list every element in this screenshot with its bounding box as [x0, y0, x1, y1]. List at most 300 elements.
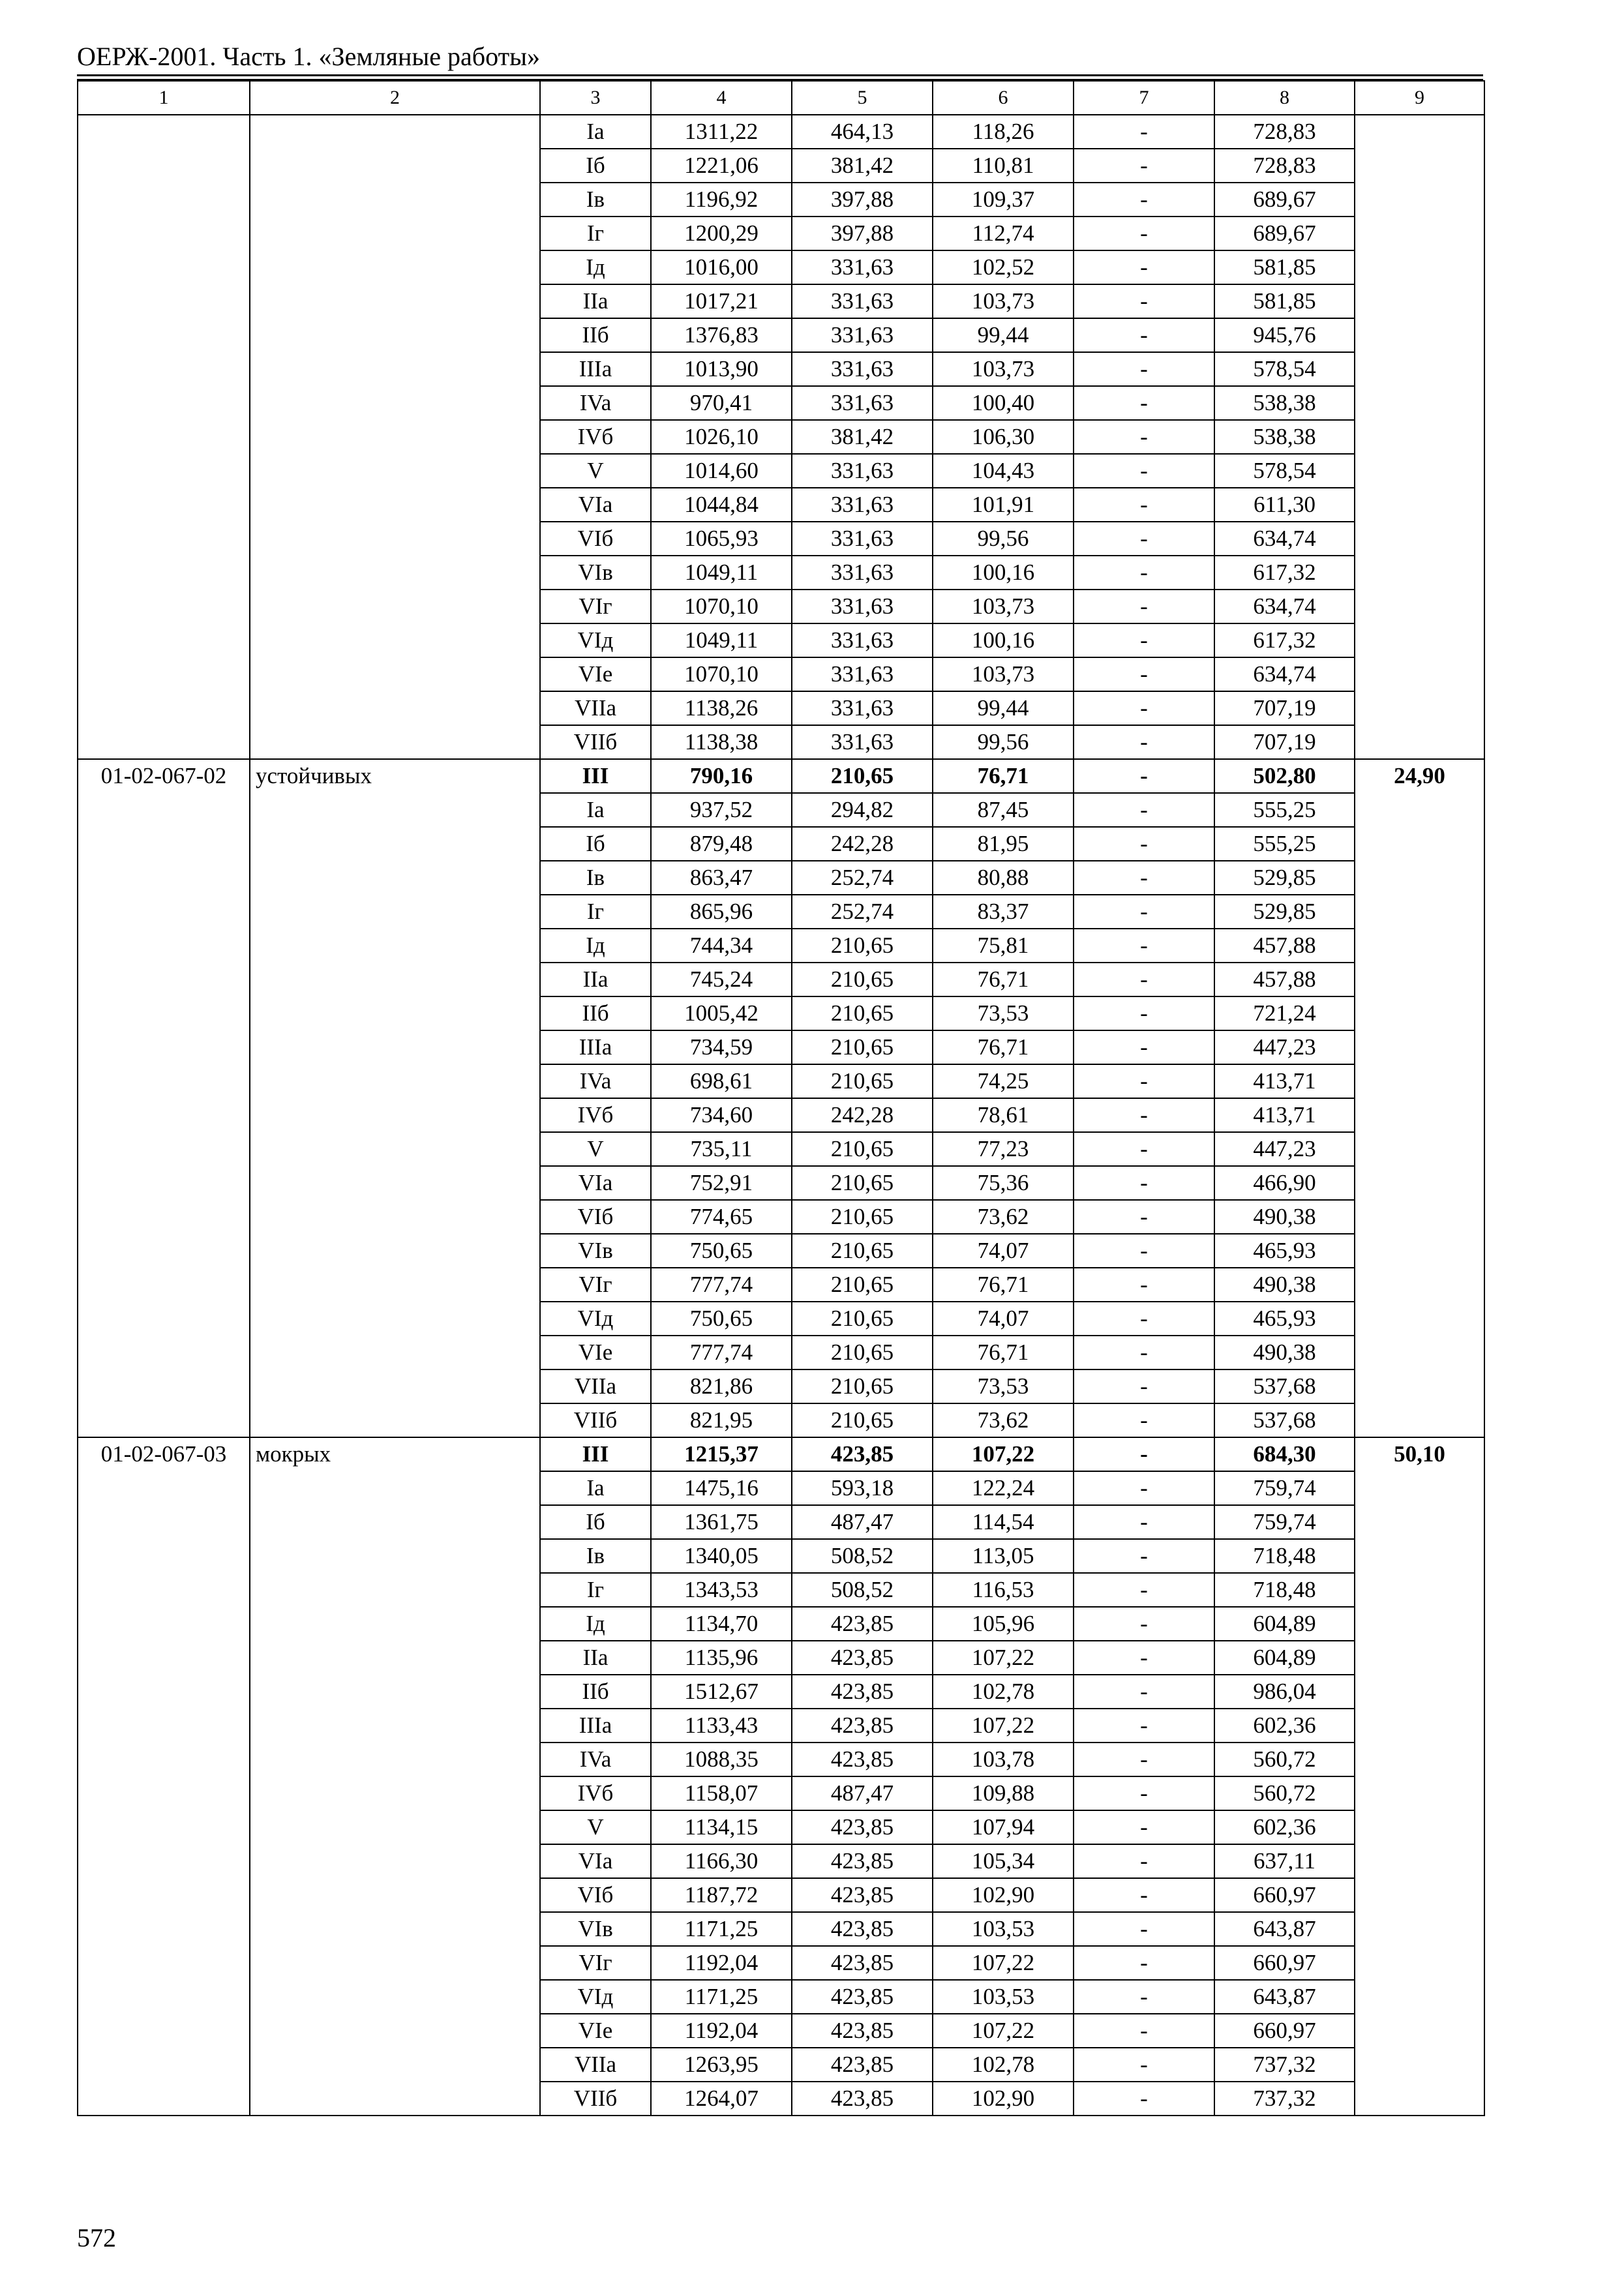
- materials-cell: 604,89: [1214, 1607, 1355, 1641]
- materials-cell: 689,67: [1214, 217, 1355, 250]
- driver-wages-cell: -: [1074, 1709, 1214, 1743]
- rank-cell: V: [540, 454, 651, 488]
- machine-cost-cell: 112,74: [933, 217, 1074, 250]
- materials-cell: 602,36: [1214, 1810, 1355, 1844]
- driver-wages-cell: -: [1074, 318, 1214, 352]
- total-cost-cell: 1192,04: [651, 1946, 792, 1980]
- wages-cell: 423,85: [792, 1743, 933, 1776]
- code-cell: 01-02-067-02: [78, 759, 250, 1437]
- rank-cell: Iб: [540, 1505, 651, 1539]
- total-cost-cell: 1138,38: [651, 725, 792, 759]
- materials-cell: 660,97: [1214, 1878, 1355, 1912]
- rank-cell: Ia: [540, 1471, 651, 1505]
- table-row: [78, 1437, 1484, 1471]
- total-cost-cell: 1005,42: [651, 996, 792, 1030]
- rank-cell: VIг: [540, 1268, 651, 1302]
- total-cost-cell: 1138,26: [651, 691, 792, 725]
- driver-wages-cell: -: [1074, 2014, 1214, 2048]
- code-cell: 01-02-067-03: [78, 1437, 250, 2116]
- materials-cell: 602,36: [1214, 1709, 1355, 1743]
- materials-cell: 660,97: [1214, 1946, 1355, 1980]
- driver-wages-cell: -: [1074, 1980, 1214, 2014]
- wages-cell: 331,63: [792, 556, 933, 590]
- wages-cell: 210,65: [792, 996, 933, 1030]
- materials-cell: 457,88: [1214, 963, 1355, 996]
- machine-cost-cell: 99,44: [933, 691, 1074, 725]
- page-header: ОЕРЖ-2001. Часть 1. «Земляные работы»: [77, 42, 540, 71]
- wages-cell: 210,65: [792, 1403, 933, 1437]
- driver-wages-cell: -: [1074, 1471, 1214, 1505]
- machine-cost-cell: 109,37: [933, 183, 1074, 217]
- total-cost-cell: 1135,96: [651, 1641, 792, 1675]
- driver-wages-cell: -: [1074, 1132, 1214, 1166]
- wages-cell: 242,28: [792, 1098, 933, 1132]
- wages-cell: 242,28: [792, 827, 933, 861]
- wages-cell: 210,65: [792, 1030, 933, 1064]
- machine-cost-cell: 73,62: [933, 1200, 1074, 1234]
- wages-cell: 210,65: [792, 1336, 933, 1369]
- total-cost-cell: 1016,00: [651, 250, 792, 284]
- rank-cell: VIIб: [540, 2082, 651, 2116]
- rank-cell: VIв: [540, 1234, 651, 1268]
- materials-cell: 634,74: [1214, 522, 1355, 556]
- rank-cell: Iб: [540, 149, 651, 183]
- wages-cell: 423,85: [792, 2082, 933, 2116]
- machine-cost-cell: 104,43: [933, 454, 1074, 488]
- wages-cell: 294,82: [792, 793, 933, 827]
- materials-cell: 555,25: [1214, 827, 1355, 861]
- machine-cost-cell: 80,88: [933, 861, 1074, 895]
- total-cost-cell: 1133,43: [651, 1709, 792, 1743]
- materials-cell: 611,30: [1214, 488, 1355, 522]
- column-number: 2: [250, 81, 540, 115]
- machine-cost-cell: 75,36: [933, 1166, 1074, 1200]
- driver-wages-cell: -: [1074, 1675, 1214, 1709]
- wages-cell: 210,65: [792, 1268, 933, 1302]
- materials-cell: 604,89: [1214, 1641, 1355, 1675]
- wages-cell: 252,74: [792, 861, 933, 895]
- driver-wages-cell: -: [1074, 623, 1214, 657]
- wages-cell: 331,63: [792, 725, 933, 759]
- materials-cell: 718,48: [1214, 1539, 1355, 1573]
- total-cost-cell: 1166,30: [651, 1844, 792, 1878]
- rank-cell: VIг: [540, 590, 651, 623]
- rank-cell: VIa: [540, 1844, 651, 1878]
- total-cost-cell: 821,86: [651, 1369, 792, 1403]
- driver-wages-cell: -: [1074, 183, 1214, 217]
- total-cost-cell: 1215,37: [651, 1437, 792, 1471]
- materials-cell: 490,38: [1214, 1268, 1355, 1302]
- rank-cell: VIб: [540, 1878, 651, 1912]
- column-number-row: [78, 81, 1484, 115]
- materials-cell: 466,90: [1214, 1166, 1355, 1200]
- materials-cell: 538,38: [1214, 420, 1355, 454]
- rank-cell: Iг: [540, 895, 651, 929]
- total-cost-cell: 1192,04: [651, 2014, 792, 2048]
- machine-cost-cell: 74,07: [933, 1234, 1074, 1268]
- wages-cell: 423,85: [792, 1675, 933, 1709]
- materials-cell: 465,93: [1214, 1302, 1355, 1336]
- total-cost-cell: 937,52: [651, 793, 792, 827]
- driver-wages-cell: -: [1074, 996, 1214, 1030]
- wages-cell: 423,85: [792, 1946, 933, 1980]
- driver-wages-cell: -: [1074, 929, 1214, 963]
- wages-cell: 210,65: [792, 759, 933, 793]
- materials-cell: 538,38: [1214, 386, 1355, 420]
- rank-cell: Iв: [540, 861, 651, 895]
- column-number: 3: [540, 81, 651, 115]
- driver-wages-cell: -: [1074, 1878, 1214, 1912]
- rank-cell: IIб: [540, 996, 651, 1030]
- wages-cell: 487,47: [792, 1776, 933, 1810]
- driver-wages-cell: -: [1074, 556, 1214, 590]
- driver-wages-cell: -: [1074, 895, 1214, 929]
- driver-wages-cell: -: [1074, 1912, 1214, 1946]
- total-cost-cell: 745,24: [651, 963, 792, 996]
- machine-cost-cell: 100,16: [933, 623, 1074, 657]
- total-cost-cell: 734,59: [651, 1030, 792, 1064]
- rank-cell: Iд: [540, 250, 651, 284]
- machine-cost-cell: 76,71: [933, 1268, 1074, 1302]
- rank-cell: Iв: [540, 1539, 651, 1573]
- column-number: 1: [78, 81, 250, 115]
- machine-cost-cell: 99,56: [933, 522, 1074, 556]
- wages-cell: 331,63: [792, 623, 933, 657]
- driver-wages-cell: -: [1074, 1200, 1214, 1234]
- wages-cell: 210,65: [792, 1369, 933, 1403]
- rank-cell: Iг: [540, 1573, 651, 1607]
- machine-cost-cell: 103,53: [933, 1980, 1074, 2014]
- wages-cell: 331,63: [792, 657, 933, 691]
- total-cost-cell: 1200,29: [651, 217, 792, 250]
- materials-cell: 660,97: [1214, 2014, 1355, 2048]
- machine-cost-cell: 105,34: [933, 1844, 1074, 1878]
- rank-cell: Ia: [540, 793, 651, 827]
- driver-wages-cell: -: [1074, 1810, 1214, 1844]
- driver-wages-cell: -: [1074, 250, 1214, 284]
- machine-cost-cell: 101,91: [933, 488, 1074, 522]
- machine-cost-cell: 76,71: [933, 1336, 1074, 1369]
- materials-cell: 634,74: [1214, 590, 1355, 623]
- machine-cost-cell: 76,71: [933, 759, 1074, 793]
- driver-wages-cell: -: [1074, 1844, 1214, 1878]
- total-cost-cell: 1340,05: [651, 1539, 792, 1573]
- wages-cell: 423,85: [792, 1980, 933, 2014]
- rank-cell: VIв: [540, 556, 651, 590]
- machine-cost-cell: 107,22: [933, 2014, 1074, 2048]
- materials-cell: 447,23: [1214, 1132, 1355, 1166]
- machine-cost-cell: 103,73: [933, 590, 1074, 623]
- total-cost-cell: 1171,25: [651, 1980, 792, 2014]
- column-number: 4: [651, 81, 792, 115]
- rank-cell: VIб: [540, 1200, 651, 1234]
- total-cost-cell: 1311,22: [651, 115, 792, 149]
- materials-cell: 490,38: [1214, 1336, 1355, 1369]
- wages-cell: 331,63: [792, 691, 933, 725]
- machine-cost-cell: 102,90: [933, 1878, 1074, 1912]
- driver-wages-cell: -: [1074, 1403, 1214, 1437]
- driver-wages-cell: -: [1074, 1302, 1214, 1336]
- rank-cell: IIa: [540, 963, 651, 996]
- wages-cell: 423,85: [792, 1878, 933, 1912]
- rank-cell: VIд: [540, 1980, 651, 2014]
- materials-cell: 465,93: [1214, 1234, 1355, 1268]
- wages-cell: 423,85: [792, 1437, 933, 1471]
- rank-cell: IVa: [540, 1064, 651, 1098]
- rank-cell: IVб: [540, 420, 651, 454]
- wages-cell: 210,65: [792, 929, 933, 963]
- wages-cell: 423,85: [792, 1641, 933, 1675]
- driver-wages-cell: -: [1074, 657, 1214, 691]
- driver-wages-cell: -: [1074, 1098, 1214, 1132]
- materials-cell: 737,32: [1214, 2082, 1355, 2116]
- header-rule-thick: [77, 74, 1483, 76]
- wages-cell: 487,47: [792, 1505, 933, 1539]
- materials-cell: 684,30: [1214, 1437, 1355, 1471]
- machine-cost-cell: 118,26: [933, 115, 1074, 149]
- machine-cost-cell: 107,22: [933, 1946, 1074, 1980]
- rank-cell: VIд: [540, 623, 651, 657]
- driver-wages-cell: -: [1074, 1607, 1214, 1641]
- driver-wages-cell: -: [1074, 1064, 1214, 1098]
- rank-cell: VIe: [540, 2014, 651, 2048]
- materials-cell: 529,85: [1214, 861, 1355, 895]
- machine-cost-cell: 103,73: [933, 352, 1074, 386]
- table-row: [78, 115, 1484, 149]
- materials-cell: 578,54: [1214, 454, 1355, 488]
- total-cost-cell: 1263,95: [651, 2048, 792, 2082]
- wages-cell: 381,42: [792, 420, 933, 454]
- materials-cell: 560,72: [1214, 1776, 1355, 1810]
- driver-wages-cell: -: [1074, 590, 1214, 623]
- total-cost-cell: 1134,15: [651, 1810, 792, 1844]
- wages-cell: 423,85: [792, 1844, 933, 1878]
- driver-wages-cell: -: [1074, 1234, 1214, 1268]
- wages-cell: 508,52: [792, 1573, 933, 1607]
- machine-cost-cell: 74,07: [933, 1302, 1074, 1336]
- materials-cell: 529,85: [1214, 895, 1355, 929]
- wages-cell: 397,88: [792, 217, 933, 250]
- total-cost-cell: 774,65: [651, 1200, 792, 1234]
- machine-cost-cell: 74,25: [933, 1064, 1074, 1098]
- materials-cell: 617,32: [1214, 556, 1355, 590]
- rank-cell: IIб: [540, 318, 651, 352]
- wages-cell: 210,65: [792, 1132, 933, 1166]
- machine-cost-cell: 77,23: [933, 1132, 1074, 1166]
- machine-cost-cell: 107,22: [933, 1709, 1074, 1743]
- machine-cost-cell: 73,53: [933, 1369, 1074, 1403]
- wages-cell: 210,65: [792, 1200, 933, 1234]
- total-cost-cell: 1158,07: [651, 1776, 792, 1810]
- driver-wages-cell: -: [1074, 454, 1214, 488]
- driver-wages-cell: -: [1074, 1268, 1214, 1302]
- wages-cell: 423,85: [792, 2014, 933, 2048]
- machine-cost-cell: 76,71: [933, 963, 1074, 996]
- machine-cost-cell: 81,95: [933, 827, 1074, 861]
- rank-cell: Iб: [540, 827, 651, 861]
- page-number: 572: [77, 2223, 116, 2252]
- materials-cell: 490,38: [1214, 1200, 1355, 1234]
- machine-cost-cell: 73,62: [933, 1403, 1074, 1437]
- rank-cell: IIIa: [540, 352, 651, 386]
- total-cost-cell: 1134,70: [651, 1607, 792, 1641]
- work-name-cell: устойчивых: [250, 759, 540, 1437]
- driver-wages-cell: -: [1074, 861, 1214, 895]
- wages-cell: 397,88: [792, 183, 933, 217]
- rank-cell: III: [540, 1437, 651, 1471]
- machine-cost-cell: 107,22: [933, 1437, 1074, 1471]
- wages-cell: 331,63: [792, 522, 933, 556]
- driver-wages-cell: -: [1074, 420, 1214, 454]
- machine-cost-cell: 103,73: [933, 657, 1074, 691]
- materials-cell: 634,74: [1214, 657, 1355, 691]
- total-cost-cell: 698,61: [651, 1064, 792, 1098]
- materials-cell: 759,74: [1214, 1471, 1355, 1505]
- driver-wages-cell: -: [1074, 963, 1214, 996]
- total-cost-cell: 777,74: [651, 1336, 792, 1369]
- machine-cost-cell: 122,24: [933, 1471, 1074, 1505]
- materials-cell: 986,04: [1214, 1675, 1355, 1709]
- machine-cost-cell: 76,71: [933, 1030, 1074, 1064]
- total-cost-cell: 1026,10: [651, 420, 792, 454]
- driver-wages-cell: -: [1074, 1539, 1214, 1573]
- labor-cost-cell: 50,10: [1355, 1437, 1484, 2116]
- materials-cell: 707,19: [1214, 691, 1355, 725]
- driver-wages-cell: -: [1074, 1641, 1214, 1675]
- driver-wages-cell: -: [1074, 1336, 1214, 1369]
- total-cost-cell: 1049,11: [651, 623, 792, 657]
- rank-cell: Iв: [540, 183, 651, 217]
- machine-cost-cell: 103,53: [933, 1912, 1074, 1946]
- labor-cost-cell: [1355, 115, 1484, 759]
- wages-cell: 423,85: [792, 2048, 933, 2082]
- wages-cell: 210,65: [792, 1064, 933, 1098]
- total-cost-cell: 1088,35: [651, 1743, 792, 1776]
- materials-cell: 560,72: [1214, 1743, 1355, 1776]
- total-cost-cell: 750,65: [651, 1302, 792, 1336]
- machine-cost-cell: 99,44: [933, 318, 1074, 352]
- materials-cell: 578,54: [1214, 352, 1355, 386]
- machine-cost-cell: 107,22: [933, 1641, 1074, 1675]
- driver-wages-cell: -: [1074, 1776, 1214, 1810]
- column-number: 6: [933, 81, 1074, 115]
- rank-cell: IIa: [540, 1641, 651, 1675]
- rank-cell: VIб: [540, 522, 651, 556]
- driver-wages-cell: -: [1074, 1166, 1214, 1200]
- rank-cell: VIe: [540, 1336, 651, 1369]
- rank-cell: VIIa: [540, 1369, 651, 1403]
- machine-cost-cell: 109,88: [933, 1776, 1074, 1810]
- wages-cell: 331,63: [792, 386, 933, 420]
- total-cost-cell: 865,96: [651, 895, 792, 929]
- wages-cell: 331,63: [792, 318, 933, 352]
- total-cost-cell: 1187,72: [651, 1878, 792, 1912]
- wages-cell: 331,63: [792, 590, 933, 623]
- materials-cell: 502,80: [1214, 759, 1355, 793]
- rank-cell: V: [540, 1810, 651, 1844]
- wages-cell: 423,85: [792, 1810, 933, 1844]
- machine-cost-cell: 103,78: [933, 1743, 1074, 1776]
- wages-cell: 210,65: [792, 1302, 933, 1336]
- rank-cell: IVa: [540, 386, 651, 420]
- machine-cost-cell: 75,81: [933, 929, 1074, 963]
- column-number: 5: [792, 81, 933, 115]
- machine-cost-cell: 73,53: [933, 996, 1074, 1030]
- materials-cell: 637,11: [1214, 1844, 1355, 1878]
- machine-cost-cell: 78,61: [933, 1098, 1074, 1132]
- wages-cell: 593,18: [792, 1471, 933, 1505]
- total-cost-cell: 1221,06: [651, 149, 792, 183]
- machine-cost-cell: 83,37: [933, 895, 1074, 929]
- machine-cost-cell: 116,53: [933, 1573, 1074, 1607]
- wages-cell: 423,85: [792, 1607, 933, 1641]
- rank-cell: IVa: [540, 1743, 651, 1776]
- table-body: [78, 81, 1484, 2116]
- materials-cell: 721,24: [1214, 996, 1355, 1030]
- total-cost-cell: 1361,75: [651, 1505, 792, 1539]
- driver-wages-cell: -: [1074, 386, 1214, 420]
- total-cost-cell: 752,91: [651, 1166, 792, 1200]
- total-cost-cell: 1070,10: [651, 590, 792, 623]
- total-cost-cell: 863,47: [651, 861, 792, 895]
- rank-cell: III: [540, 759, 651, 793]
- driver-wages-cell: -: [1074, 149, 1214, 183]
- driver-wages-cell: -: [1074, 522, 1214, 556]
- wages-cell: 331,63: [792, 488, 933, 522]
- work-name-cell: мокрых: [250, 1437, 540, 2116]
- rank-cell: IIб: [540, 1675, 651, 1709]
- total-cost-cell: 1044,84: [651, 488, 792, 522]
- machine-cost-cell: 113,05: [933, 1539, 1074, 1573]
- materials-cell: 707,19: [1214, 725, 1355, 759]
- rank-cell: VIв: [540, 1912, 651, 1946]
- materials-cell: 689,67: [1214, 183, 1355, 217]
- total-cost-cell: 1013,90: [651, 352, 792, 386]
- rank-cell: Iг: [540, 217, 651, 250]
- wages-cell: 423,85: [792, 1912, 933, 1946]
- machine-cost-cell: 102,78: [933, 1675, 1074, 1709]
- wages-cell: 210,65: [792, 1166, 933, 1200]
- materials-cell: 413,71: [1214, 1064, 1355, 1098]
- rank-cell: VIIa: [540, 691, 651, 725]
- driver-wages-cell: -: [1074, 827, 1214, 861]
- machine-cost-cell: 99,56: [933, 725, 1074, 759]
- machine-cost-cell: 106,30: [933, 420, 1074, 454]
- machine-cost-cell: 110,81: [933, 149, 1074, 183]
- materials-cell: 643,87: [1214, 1980, 1355, 2014]
- wages-cell: 331,63: [792, 250, 933, 284]
- driver-wages-cell: -: [1074, 2082, 1214, 2116]
- total-cost-cell: 750,65: [651, 1234, 792, 1268]
- total-cost-cell: 1512,67: [651, 1675, 792, 1709]
- machine-cost-cell: 103,73: [933, 284, 1074, 318]
- driver-wages-cell: -: [1074, 1030, 1214, 1064]
- total-cost-cell: 1196,92: [651, 183, 792, 217]
- machine-cost-cell: 102,78: [933, 2048, 1074, 2082]
- work-name-cell: [250, 115, 540, 759]
- driver-wages-cell: -: [1074, 1369, 1214, 1403]
- total-cost-cell: 1014,60: [651, 454, 792, 488]
- machine-cost-cell: 105,96: [933, 1607, 1074, 1641]
- code-cell: [78, 115, 250, 759]
- materials-cell: 457,88: [1214, 929, 1355, 963]
- resource-table: [77, 80, 1485, 2116]
- wages-cell: 331,63: [792, 454, 933, 488]
- driver-wages-cell: -: [1074, 691, 1214, 725]
- materials-cell: 537,68: [1214, 1403, 1355, 1437]
- materials-cell: 718,48: [1214, 1573, 1355, 1607]
- rank-cell: V: [540, 1132, 651, 1166]
